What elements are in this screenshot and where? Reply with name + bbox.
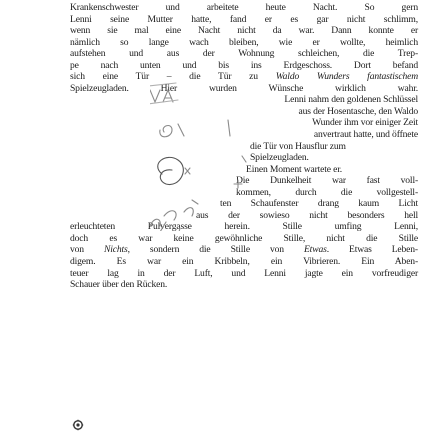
- text-line-narrow: Die Dunkelheit war fast voll-: [236, 175, 418, 187]
- text-line-narrow: Wunder ihm vor einiger Zeit: [312, 117, 418, 129]
- text-line-narrow: ten Schaufenster drang kaum Licht: [220, 198, 418, 210]
- text-line: doch es war keine gewöhnliche Stille, nicht die Stille: [70, 232, 418, 244]
- sketch-illustration: [150, 56, 300, 231]
- text-line: sich eine Tür – die Tür zu Waldo Wunders fantastischem: [70, 71, 418, 83]
- text-line-narrow: anvertraut hatte, und öffnete: [313, 129, 418, 141]
- text-line-narrow: Einen Moment wartete er.: [246, 163, 343, 175]
- text-line: von Nichts, sondern die Stille von Etwas. Etwas Leben-: [70, 244, 418, 256]
- text-line: Lenni seine Mutter hatte, fand er es gar nicht schlimm,: [70, 13, 418, 25]
- text-line: Lenni nahm den goldenen Schlüssel: [284, 94, 418, 106]
- text-line: aufstehen und aus der Wohnung schleichen, die Trep-: [70, 48, 418, 60]
- text-line: digem. Es war ein Kribbeln, ein Vibrieren. Ein Aben-: [70, 256, 418, 268]
- text-line: teuer lag in der Luft, und Lenni jagte ein vorfreudiger: [70, 267, 418, 279]
- text-line: pe nach unten und bis ins Erdgeschoss. Dort befand: [70, 59, 418, 71]
- text-line-narrow: aus der Hosentasche, den Waldo: [298, 105, 418, 117]
- text-line: wenn sie mal eine Nacht nicht da war. Dann konnte er: [70, 25, 418, 37]
- text-line: nämlich so lange wach bleiben, wie er wollte, heimlich: [70, 36, 418, 48]
- text-line: Schauer über den Rücken.: [70, 279, 168, 291]
- text-line-narrow: kommen, durch die vollgestell-: [236, 186, 418, 198]
- text-line: Spielzeugladen. Hier wurden Wünsche wirklich wahr.: [70, 82, 418, 94]
- italic-title: Waldo Wunders fantastischem: [275, 71, 418, 83]
- text-line: Krankenschwester und arbeitete heute Nacht. So gern: [70, 2, 418, 13]
- text-line: aus der sowieso nicht besonders hell: [196, 209, 418, 221]
- sketch-drawing: [150, 56, 300, 231]
- text-line-narrow: die Tür von Hausflur zum: [250, 140, 346, 152]
- gear-ornament-icon: [72, 418, 84, 430]
- text-line-narrow: Spielzeugladen.: [250, 152, 309, 164]
- text-line: erleuchteten Pulvergasse herein. Stille umfing Lenni,: [70, 221, 418, 233]
